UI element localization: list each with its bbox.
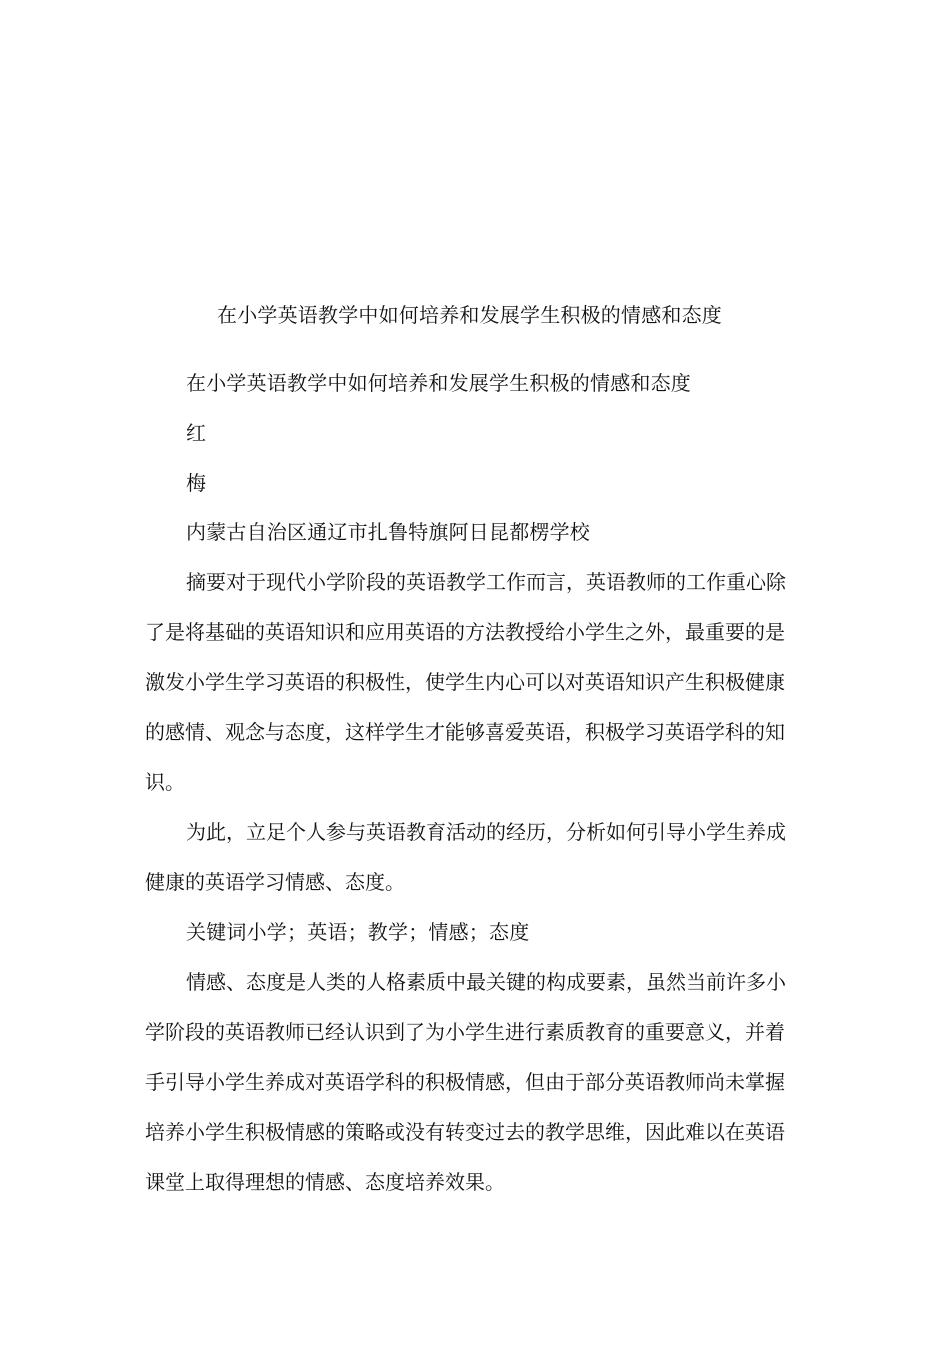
affiliation: 内蒙古自治区通辽市扎鲁特旗阿日昆都楞学校 [186, 520, 590, 544]
body-line: 手引导小学生养成对英语学科的积极情感，但由于部分英语教师尚未掌握 [145, 1070, 785, 1094]
abstract-line: 识。 [145, 770, 185, 794]
body-line: 学阶段的英语教师已经认识到了为小学生进行素质教育的重要意义，并着 [145, 1020, 785, 1044]
document-subtitle: 在小学英语教学中如何培养和发展学生积极的情感和态度 [186, 371, 691, 395]
author-line-1: 红 [186, 421, 207, 445]
purpose-line: 健康的英语学习情感、态度。 [145, 870, 405, 894]
abstract-line: 摘要对于现代小学阶段的英语教学工作而言，英语教师的工作重心除 [186, 570, 786, 594]
abstract-line: 的感情、观念与态度，这样学生才能够喜爱英语，积极学习英语学科的知 [145, 720, 785, 744]
author-line-2: 梅 [186, 471, 207, 495]
body-line: 培养小学生积极情感的策略或没有转变过去的教学思维，因此难以在英语 [145, 1120, 785, 1144]
abstract-line: 了是将基础的英语知识和应用英语的方法教授给小学生之外，最重要的是 [145, 620, 785, 644]
body-line: 课堂上取得理想的情感、态度培养效果。 [145, 1170, 505, 1194]
purpose-line: 为此，立足个人参与英语教育活动的经历，分析如何引导小学生养成 [186, 820, 786, 844]
body-line: 情感、态度是人类的人格素质中最关键的构成要素，虽然当前许多小 [186, 970, 786, 994]
keywords-line: 关键词小学；英语；教学；情感；态度 [186, 920, 530, 944]
abstract-line: 激发小学生学习英语的积极性，使学生内心可以对英语知识产生积极健康 [145, 670, 785, 694]
document-title: 在小学英语教学中如何培养和发展学生积极的情感和态度 [217, 303, 722, 327]
